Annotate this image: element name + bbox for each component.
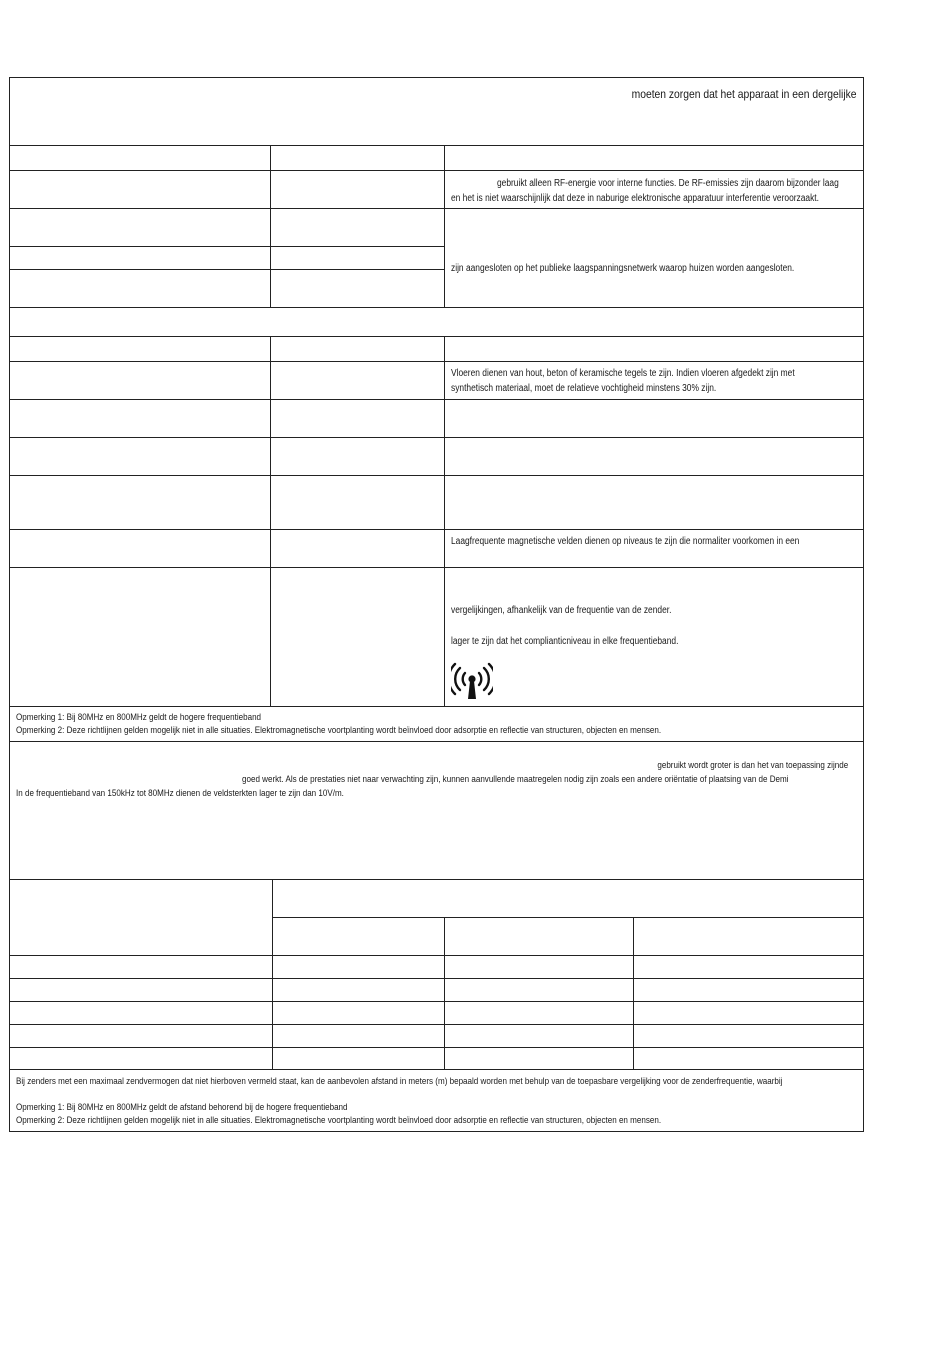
column-divider — [444, 917, 445, 1070]
row-divider — [9, 475, 864, 476]
row-divider — [9, 1001, 864, 1002]
row-divider — [9, 567, 864, 568]
row-divider — [272, 917, 864, 918]
row-divider — [9, 529, 864, 530]
compliance-text: lager te zijn dat het complianticniveau in elke frequentieband. — [451, 636, 679, 647]
table-border-left — [9, 77, 10, 1132]
explanation-fragment-1: gebruikt wordt groter is dan het van toepassing zijnde — [657, 760, 848, 771]
row-divider — [9, 208, 864, 209]
mains-network-text: zijn aangesloten op het publieke laagspanningsnetwerk waarop huizen worden aangesloten. — [451, 263, 795, 274]
column-divider — [272, 879, 273, 1070]
explanation-fragment-3: In de frequentieband van 150kHz tot 80MHz dienen de veldsterkten lager te zijn dan 10V/m. — [16, 788, 344, 799]
distance-note-2: Opmerking 2: Deze richtlijnen gelden mogelijk niet in alle situaties. Elektromagnetische voortplanting wordt beïnvloed door adsorptie en reflectie van structuren, objecten en mensen. — [16, 1115, 662, 1126]
row-divider — [9, 1024, 864, 1025]
row-divider — [9, 336, 864, 337]
table-border-top — [9, 77, 864, 78]
row-divider — [9, 361, 864, 362]
magnetic-field-text: Laagfrequente magnetische velden dienen op niveaus te zijn die normaliter voorkomen in een — [451, 536, 800, 547]
row-divider — [9, 879, 864, 880]
column-divider — [444, 336, 445, 707]
column-divider — [444, 145, 445, 308]
rf-emissions-text-line1: gebruikt alleen RF-energie voor interne functies. De RF-emissies zijn daarom bijzonder laag — [497, 178, 839, 189]
column-divider — [270, 145, 271, 308]
column-divider — [270, 336, 271, 707]
floor-text-line1: Vloeren dienen van hout, beton of keramische tegels te zijn. Indien vloeren afgedekt zijn met — [451, 368, 795, 379]
table-border-bottom — [9, 1131, 864, 1132]
floor-text-line2: synthetisch materiaal, moet de relatieve vochtigheid minstens 30% zijn. — [451, 383, 717, 394]
rf-equations-text: vergelijkingen, afhankelijk van de frequentie van de zender. — [451, 605, 672, 616]
row-divider — [9, 269, 445, 270]
rf-emissions-text-line2: en het is niet waarschijnlijk dat deze in naburige elektronische apparatuur interferentie veroorzaakt. — [451, 193, 819, 204]
row-divider — [9, 978, 864, 979]
row-divider — [9, 307, 864, 308]
row-divider — [9, 1069, 864, 1070]
intro-text: moeten zorgen dat het apparaat in een dergelijke — [632, 87, 857, 101]
row-divider — [9, 246, 445, 247]
distance-footer-text: Bij zenders met een maximaal zendvermogen dat niet hierboven vermeld staat, kan de aanbevolen afstand in meters (m) bepaald worden met behulp van de toepasbare vergelijking voor de zenderfrequentie, waarbij — [16, 1076, 783, 1087]
row-divider — [9, 437, 864, 438]
row-divider — [9, 399, 864, 400]
immunity-note-1: Opmerking 1: Bij 80MHz en 800MHz geldt de hogere frequentieband — [16, 712, 262, 723]
table-border-right — [863, 77, 864, 1132]
row-divider — [9, 706, 864, 707]
row-divider — [9, 955, 864, 956]
immunity-note-2: Opmerking 2: Deze richtlijnen gelden mogelijk niet in alle situaties. Elektromagnetische voortplanting wordt beïnvloed door adsorptie en reflectie van structuren, objecten en mensen. — [16, 725, 662, 736]
row-divider — [9, 1047, 864, 1048]
row-divider — [9, 145, 864, 146]
non-ionizing-radiation-icon — [451, 662, 493, 700]
row-divider — [9, 170, 864, 171]
column-divider — [633, 917, 634, 1070]
explanation-fragment-2: goed werkt. Als de prestaties niet naar verwachting zijn, kunnen aanvullende maatregelen nodig zijn zoals een andere oriëntatie of plaatsing van de Demi — [242, 774, 789, 785]
row-divider — [9, 741, 864, 742]
distance-note-1: Opmerking 1: Bij 80MHz en 800MHz geldt de afstand behorend bij de hogere frequentieband — [16, 1102, 348, 1113]
